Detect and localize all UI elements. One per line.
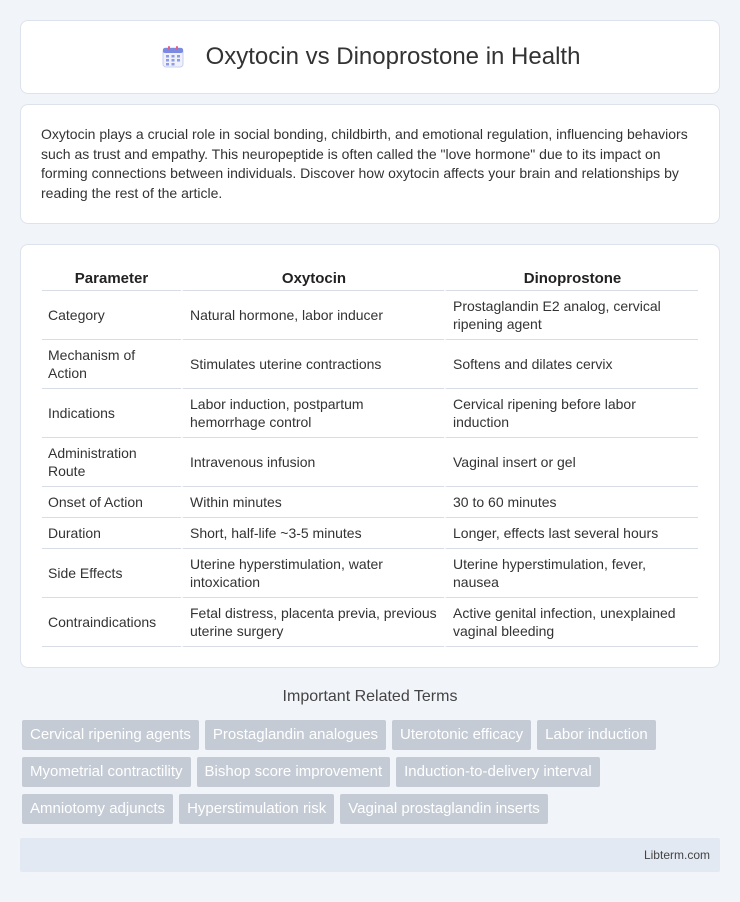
tag-hyperstimulation-risk[interactable]: Hyperstimulation risk — [179, 794, 334, 824]
table-cell: Indications — [42, 389, 181, 438]
table-cell: Category — [42, 291, 181, 340]
table-cell: Within minutes — [181, 487, 444, 518]
table-cell: Uterine hyperstimulation, water intoxication — [181, 549, 444, 598]
page-title: Oxytocin vs Dinoprostone in Health — [205, 43, 581, 70]
table-cell: Prostaglandin E2 analog, cervical ripening agent — [444, 291, 698, 340]
footer — [20, 838, 720, 872]
table-cell: Natural hormone, labor inducer — [181, 291, 444, 340]
table-row — [42, 291, 698, 340]
table-row — [42, 487, 698, 518]
footer-brand-link[interactable]: Libterm.com — [643, 848, 710, 862]
table-row — [42, 518, 698, 549]
comparison-table — [42, 265, 698, 647]
tag-cervical-ripening-agents[interactable]: Cervical ripening agents — [22, 720, 199, 750]
table-cell: Side Effects — [42, 549, 181, 598]
tag-uterotonic-efficacy[interactable]: Uterotonic efficacy — [392, 720, 531, 750]
table-cell: 30 to 60 minutes — [444, 487, 698, 518]
table-row — [42, 389, 698, 438]
calendar-icon — [160, 44, 186, 70]
tag-amniotomy-adjuncts[interactable]: Amniotomy adjuncts — [22, 794, 173, 824]
table-cell: Active genital infection, unexplained vaginal bleeding — [444, 598, 698, 647]
table-cell: Uterine hyperstimulation, fever, nausea — [444, 549, 698, 598]
table-cell: Vaginal insert or gel — [444, 438, 698, 487]
tag-prostaglandin-analogues[interactable]: Prostaglandin analogues — [205, 720, 386, 750]
table-row — [42, 549, 698, 598]
tag-row — [22, 794, 722, 824]
table-cell: Stimulates uterine contractions — [181, 340, 444, 389]
table-cell: Longer, effects last several hours — [444, 518, 698, 549]
tag-row — [22, 720, 722, 750]
column-header-oxytocin: Oxytocin — [181, 265, 444, 291]
intro-text: Oxytocin plays a crucial role in social bonding, childbirth, and emotional regulation, influencing behaviors such as trust and empathy. This neuropeptide is often called the "love hormone" due to its impact on forming connections between individuals. Discover how oxytocin affects your brain and relationships by reading the rest of the article. — [41, 126, 688, 201]
tag-induction-to-delivery-interval[interactable]: Induction-to-delivery interval — [396, 757, 600, 787]
table-cell: Fetal distress, placenta previa, previous uterine surgery — [181, 598, 444, 647]
table-cell: Intravenous infusion — [181, 438, 444, 487]
related-terms-title: Important Related Terms — [282, 688, 458, 705]
table-cell: Mechanism of Action — [42, 340, 181, 389]
table-cell: Administration Route — [42, 438, 181, 487]
table-row — [42, 340, 698, 389]
table-cell: Contraindications — [42, 598, 181, 647]
column-header-dinoprostone: Dinoprostone — [444, 265, 698, 291]
related-terms-tags — [22, 720, 722, 831]
table-header-row — [42, 265, 698, 291]
tag-myometrial-contractility[interactable]: Myometrial contractility — [22, 757, 191, 787]
header-card — [20, 20, 720, 94]
table-cell: Cervical ripening before labor induction — [444, 389, 698, 438]
table-row — [42, 438, 698, 487]
tag-labor-induction[interactable]: Labor induction — [537, 720, 656, 750]
table-cell: Duration — [42, 518, 181, 549]
table-row — [42, 598, 698, 647]
tag-vaginal-prostaglandin-inserts[interactable]: Vaginal prostaglandin inserts — [340, 794, 548, 824]
table-cell: Softens and dilates cervix — [444, 340, 698, 389]
table-cell: Onset of Action — [42, 487, 181, 518]
column-header-parameter: Parameter — [42, 265, 181, 291]
tag-row — [22, 757, 722, 787]
intro-card — [20, 104, 720, 224]
table-cell: Labor induction, postpartum hemorrhage control — [181, 389, 444, 438]
tag-bishop-score-improvement[interactable]: Bishop score improvement — [197, 757, 391, 787]
comparison-table-card — [20, 244, 720, 668]
table-cell: Short, half-life ~3-5 minutes — [181, 518, 444, 549]
